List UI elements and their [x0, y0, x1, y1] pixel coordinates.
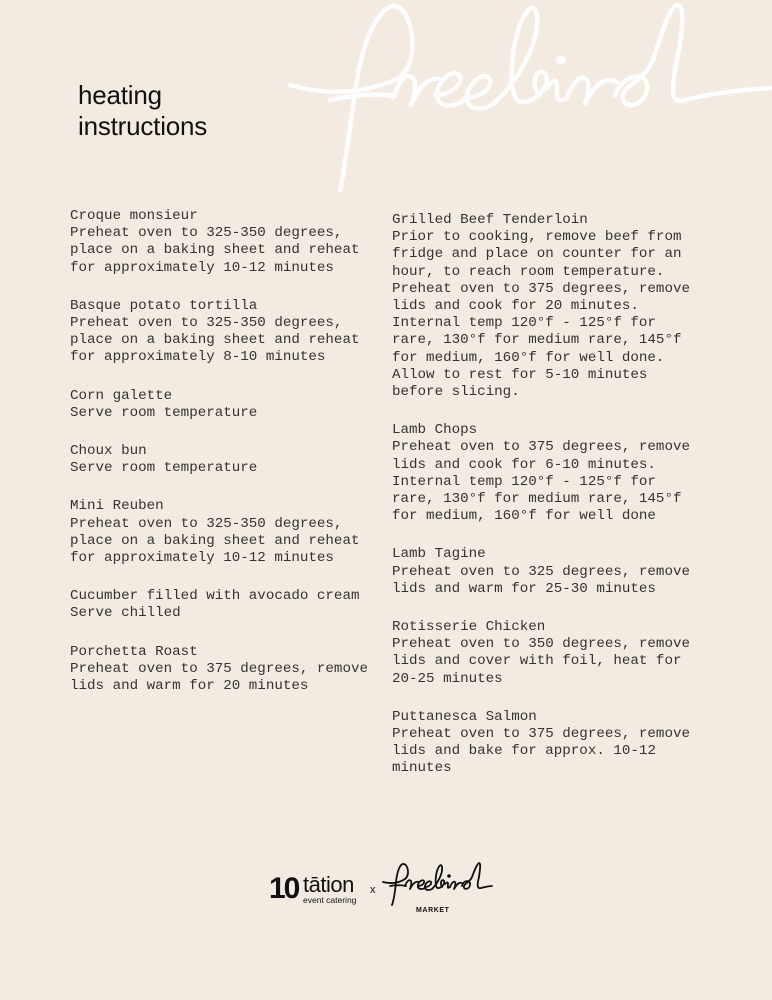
- instruction-item: [392, 709, 702, 778]
- instruction-item: [70, 498, 370, 567]
- instruction-item: [70, 208, 370, 277]
- dish-name: Lamb Tagine: [392, 546, 486, 563]
- dish-name: Cucumber filled with avocado cream: [70, 588, 360, 605]
- dish-name: Corn galette: [70, 387, 173, 404]
- tation-logo-number: 10: [269, 872, 299, 905]
- dish-instructions: Preheat oven to 325-350 degrees, place on a baking sheet and reheat for approximately 10-12 minutes: [70, 515, 360, 567]
- instruction-item: [392, 422, 702, 525]
- dish-name: Porchetta Roast: [70, 643, 198, 660]
- instruction-item: [70, 588, 370, 622]
- dish-name: Lamb Chops: [392, 422, 478, 439]
- dish-name: Puttanesca Salmon: [392, 708, 537, 725]
- dish-instructions: Preheat oven to 325-350 degrees, place on a baking sheet and reheat for approximately 8-10 minutes: [70, 315, 360, 366]
- footer-logos: [266, 862, 506, 922]
- instruction-item: [70, 298, 370, 367]
- dish-instructions: Preheat oven to 350 degrees, remove lids and cover with foil, heat for 20-25 minutes: [392, 636, 690, 687]
- dish-instructions: Prior to cooking, remove beef from fridge and place on counter for an hour, to reach room temperature. Preheat oven to 375 degrees, remove lids and cook for 20 minutes. Internal temp 120°f - 125°f for rare, 130°f for medium rare, 145°f for medium, 160°f for well done. Allow to rest for 5-10 minutes before slicing.: [392, 229, 690, 401]
- dish-name: Choux bun: [70, 443, 147, 460]
- dish-name: Rotisserie Chicken: [392, 619, 546, 636]
- left-instructions-column: [70, 208, 370, 716]
- tation-logo-word: tātion: [303, 872, 354, 897]
- dish-instructions: Preheat oven to 375 degrees, remove lids and cook for 6-10 minutes. Internal temp 120°f - 125°f for rare, 130°f for medium rare, 145°f for medium, 160°f for well done: [392, 439, 690, 525]
- dish-instructions: Serve room temperature: [70, 404, 258, 421]
- dish-instructions: Preheat oven to 325-350 degrees, place on a baking sheet and reheat for approximately 10-12 minutes: [70, 225, 360, 276]
- dish-instructions: Serve chilled: [70, 605, 181, 622]
- dish-name: Grilled Beef Tenderloin: [392, 212, 588, 228]
- instruction-item: [392, 619, 702, 688]
- dish-instructions: Serve room temperature: [70, 460, 258, 477]
- freebird-logo-subtitle: MARKET: [416, 907, 450, 914]
- instruction-item: [70, 443, 370, 477]
- dish-instructions: Preheat oven to 375 degrees, remove lids and warm for 20 minutes: [70, 660, 368, 695]
- dish-instructions: Preheat oven to 325 degrees, remove lids and warm for 25-30 minutes: [392, 563, 690, 597]
- instruction-item: [392, 212, 702, 401]
- instruction-item: [70, 644, 370, 696]
- instruction-item: [392, 546, 702, 598]
- dish-name: Basque potato tortilla: [70, 297, 258, 314]
- freebird-market-logo: [381, 862, 493, 906]
- dish-name: Mini Reuben: [70, 498, 164, 515]
- title-line-2: instructions: [78, 111, 208, 141]
- dish-name: Croque monsieur: [70, 208, 198, 224]
- freebird-watermark-logo: [285, 0, 772, 200]
- dish-instructions: Preheat oven to 375 degrees, remove lids and bake for approx. 10-12 minutes: [392, 726, 690, 777]
- right-instructions-column: [392, 212, 702, 799]
- instruction-item: [70, 388, 370, 422]
- title-line-1: heating: [78, 80, 162, 110]
- page-title: [78, 80, 207, 142]
- logo-separator: x: [370, 884, 376, 896]
- tation-logo-subtitle: event catering: [303, 895, 357, 905]
